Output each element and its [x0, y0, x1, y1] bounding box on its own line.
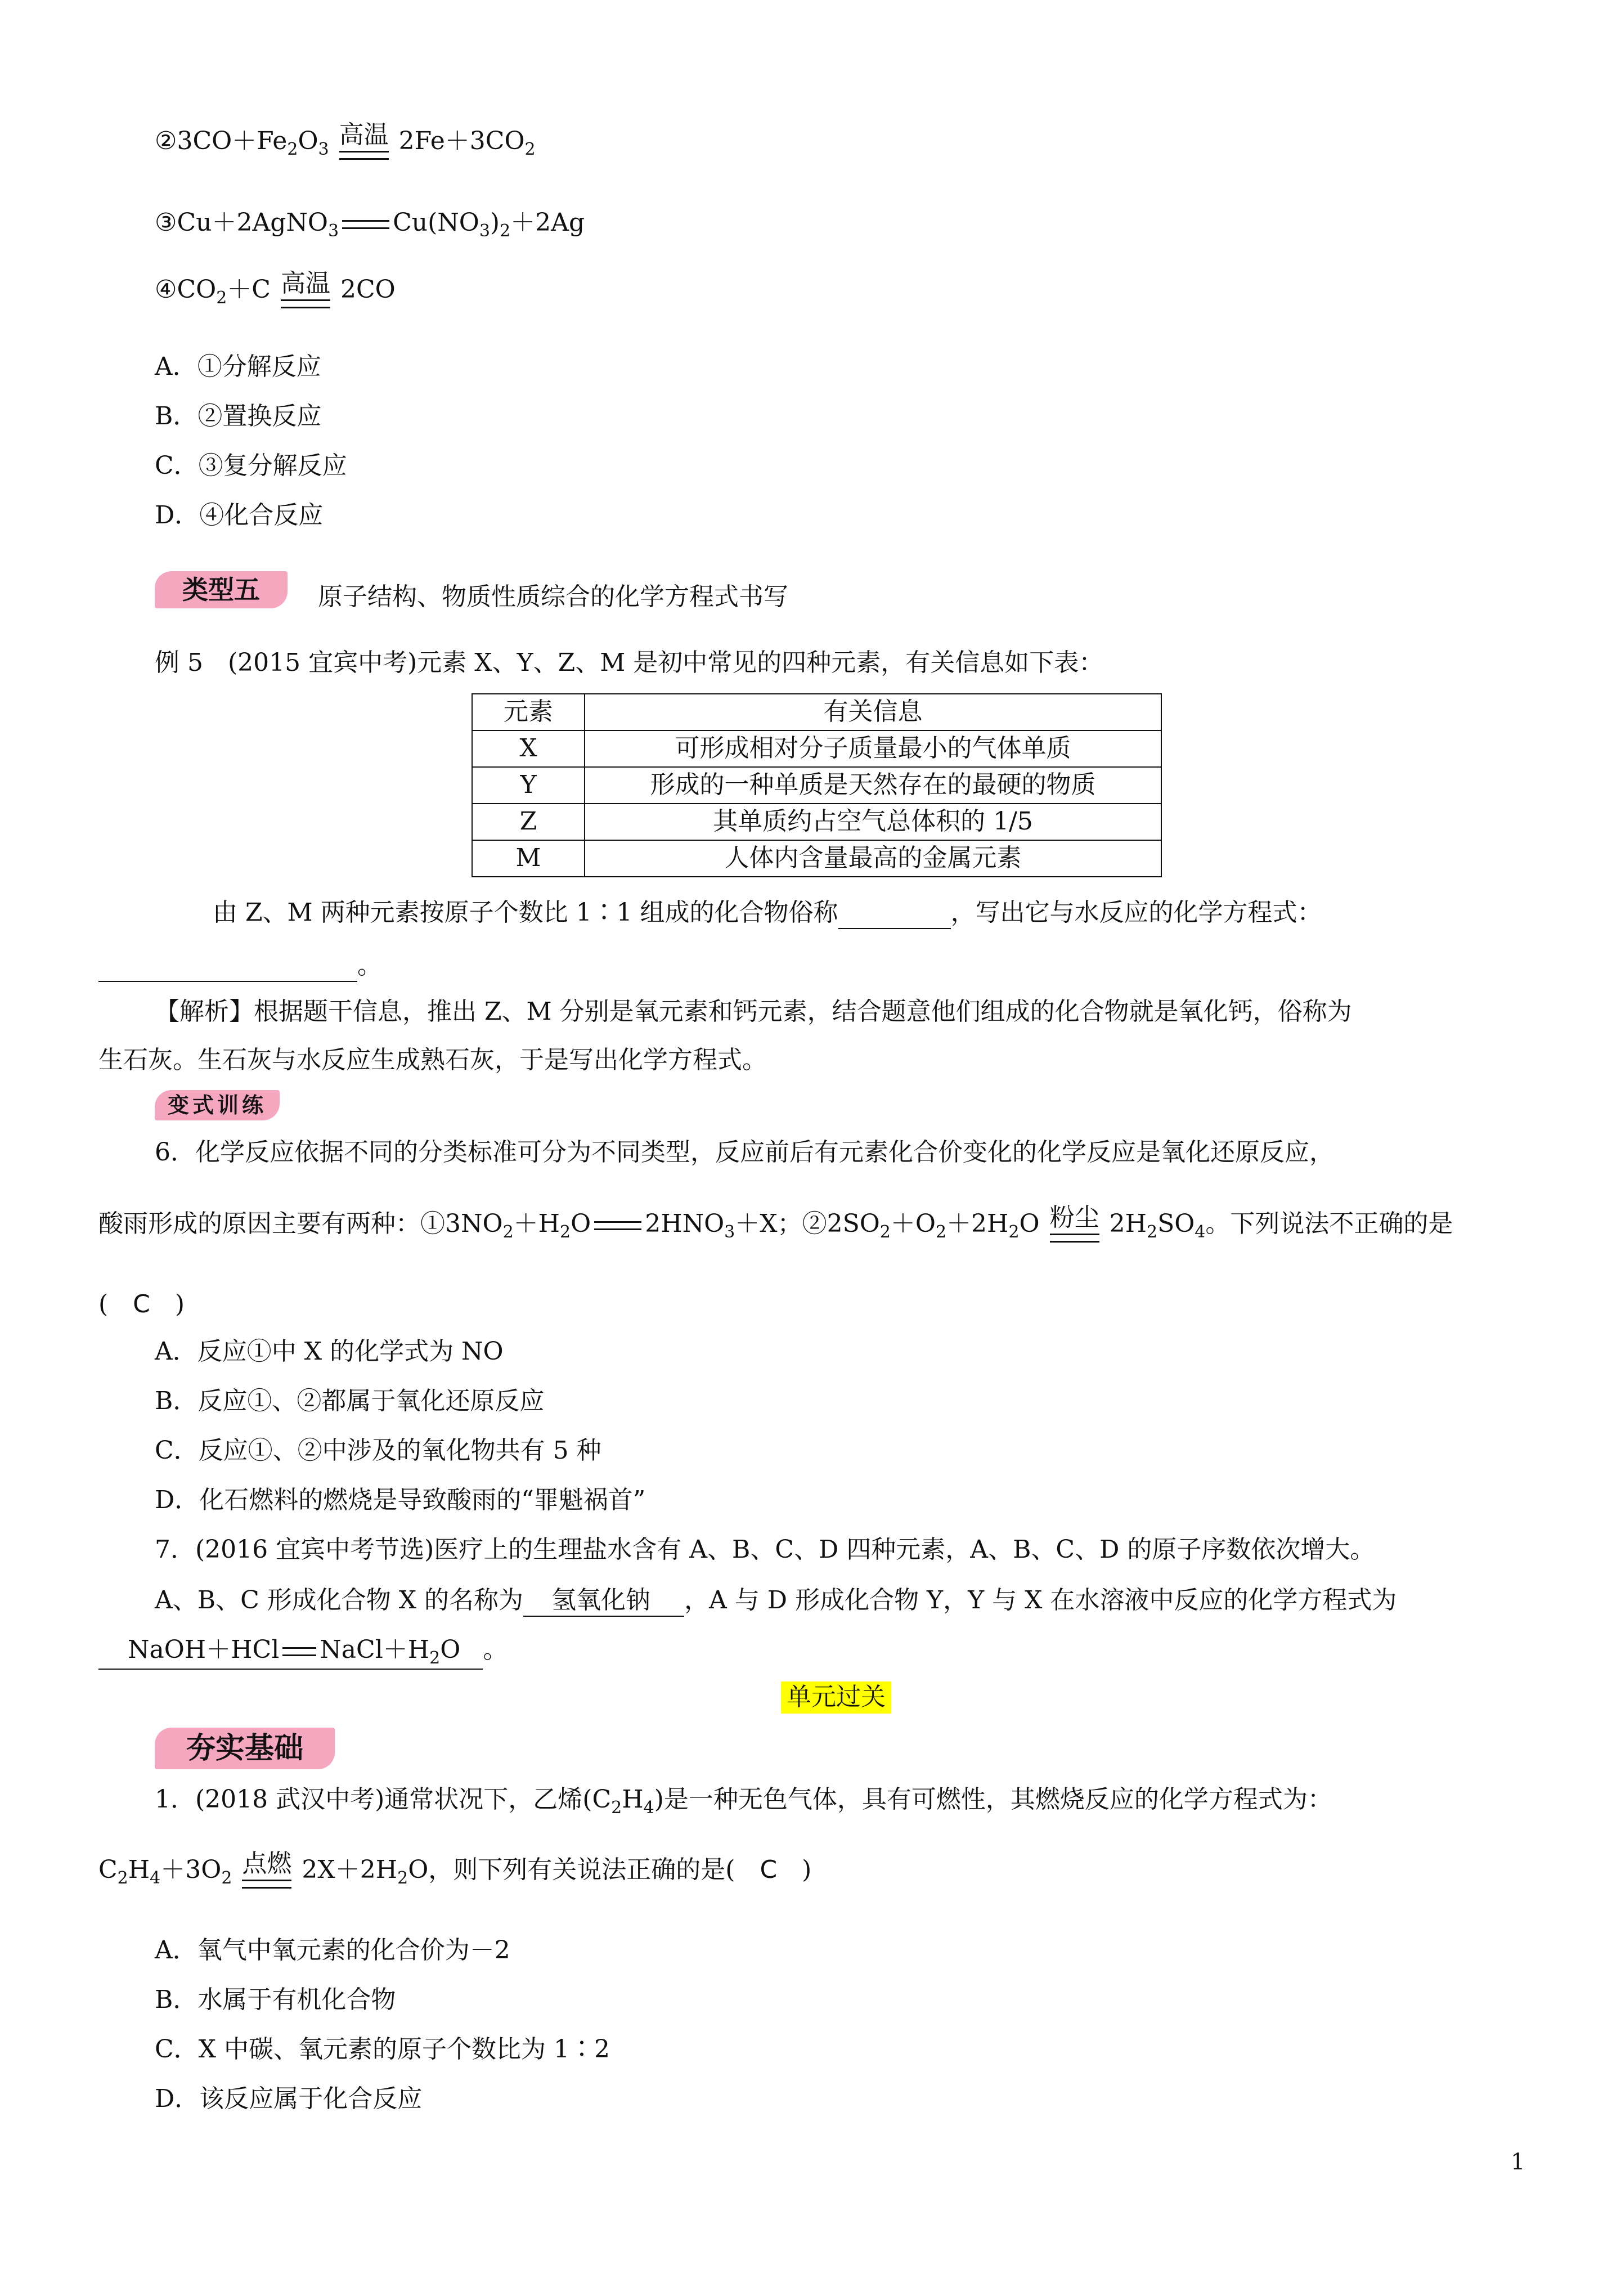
q1-line-2: $C_2H_4+3O_2$ 点燃 $2X+2H_2O$，则下列有关说法正确的是( C ) [98, 1849, 812, 1888]
analysis-line-2: 生石灰。生石灰与水反应生成熟石灰，于是写出化学方程式。 [98, 1046, 767, 1074]
q6-option-a: A．反应①中 X 的化学式为 NO [155, 1337, 504, 1366]
element-info-table [472, 693, 1162, 877]
table-cell: X [472, 730, 585, 767]
equation-2: $②3CO+Fe_2O_3$ 高温 $2Fe+3CO_2$ [155, 120, 536, 159]
reaction-condition: 高温 [281, 271, 330, 308]
option-b: B．②置换反应 [155, 402, 322, 430]
variant-training-badge: 变式训练 [155, 1090, 280, 1120]
section-title: 原子结构、物质性质综合的化学方程式书写 [318, 582, 788, 611]
q1-option-c: C．X 中碳、氧元素的原子个数比为 1∶2 [155, 2035, 610, 2064]
equals-sign [282, 1647, 316, 1656]
answer-blank[interactable] [838, 898, 951, 929]
table-cell: 其单质约占空气总体积的 1/5 [585, 804, 1161, 840]
q6-option-d: D．化石燃料的燃烧是导致酸雨的“罪魁祸首” [155, 1486, 646, 1514]
table-row [472, 730, 1161, 767]
q1-line-1: 1．(2018 武汉中考)通常状况下，乙烯$(C_2H_4)$是一种无色气体，具有可燃性，其燃烧反应的化学方程式为： [155, 1785, 1332, 1818]
q6-answer: ( C ) [98, 1290, 185, 1319]
q7-line-3: NaOH＋HCl $NaCl+H_2O$ 。 [98, 1635, 508, 1670]
option-c: C．③复分解反应 [155, 451, 347, 480]
foundation-badge: 夯实基础 [155, 1728, 335, 1769]
example-5-question: 由 Z、M 两种元素按原子个数比 1∶1 组成的化合物俗称 ，写出它与水反应的化学方程式： [213, 898, 1322, 929]
table-cell: M [472, 840, 585, 877]
table-header [472, 694, 1161, 730]
q7-line-2: A、B、C 形成化合物 X 的名称为 氢氧化钠 ，A 与 D 形成化合物 Y，Y 与 X 在水溶液中反应的化学方程式为 [155, 1586, 1397, 1617]
reaction-condition: 高温 [339, 123, 389, 160]
analysis-line-1: 【解析】根据题干信息，推出 Z、M 分别是氧元素和钙元素，结合题意他们组成的化合物就是氧化钙，俗称为 [155, 997, 1352, 1026]
example-5-intro: 例 5 (2015 宜宾中考)元素 X、Y、Z、M 是初中常见的四种元素，有关信息如下表： [155, 648, 1104, 677]
table-cell: 形成的一种单质是天然存在的最硬的物质 [585, 767, 1161, 804]
answer-letter: C [133, 1290, 150, 1319]
q6-line-2: 酸雨形成的原因主要有两种：$①3NO_2+H_2O$ $2HNO_3+X$；$②2SO_2+O_2+2H_2O$ 粉尘 $2H_2SO_4$。下列说法不正确的是 [98, 1203, 1453, 1242]
answer-blank[interactable] [98, 951, 357, 982]
equation-4: $④CO_2+C$ 高温 2CO [155, 269, 396, 308]
answer-blank: NaOH＋HCl $NaCl+H_2O$ [98, 1635, 483, 1670]
equation-3: ③Cu＋2AgNO$_3$ $Cu(NO_3)_2+2Ag$ [155, 208, 585, 241]
answer-letter: C [760, 1855, 778, 1885]
table-row [472, 767, 1161, 804]
q6-option-c: C．反应①、②中涉及的氧化物共有 5 种 [155, 1436, 601, 1465]
table-cell: 人体内含量最高的金属元素 [585, 840, 1161, 877]
q7-line-1: 7．(2016 宜宾中考节选)医疗上的生理盐水含有 A、B、C、D 四种元素，A、B、C、D 的原子序数依次增大。 [155, 1535, 1375, 1564]
reaction-condition: 粉尘 [1050, 1205, 1099, 1243]
option-d: D．④化合反应 [155, 501, 324, 530]
page-number: 1 [1511, 2149, 1525, 2175]
answer-blank: 氢氧化钠 [523, 1586, 684, 1617]
equals-sign [594, 1221, 641, 1230]
unit-title: 单元过关 [781, 1681, 891, 1714]
q6-option-b: B．反应①、②都属于氧化还原反应 [155, 1387, 545, 1415]
table-cell: Y [472, 767, 585, 804]
table-row [472, 804, 1161, 840]
table-header-cell: 有关信息 [585, 694, 1161, 730]
table-row [472, 840, 1161, 877]
q1-option-a: A．氧气中氧元素的化合价为－2 [155, 1936, 510, 1965]
option-a: A．①分解反应 [155, 352, 321, 381]
reaction-condition: 点燃 [242, 1851, 291, 1889]
example-5-question-end: 。 [98, 951, 382, 982]
equals-sign [342, 220, 389, 229]
q1-option-d: D．该反应属于化合反应 [155, 2084, 423, 2113]
table-header-cell: 元素 [472, 694, 585, 730]
section-badge: 类型五 [155, 571, 288, 608]
q6-line-1: 6．化学反应依据不同的分类标准可分为不同类型，反应前后有元素化合价变化的化学反应是氧化还原反应， [155, 1138, 1334, 1167]
table-cell: Z [472, 804, 585, 840]
q1-option-b: B．水属于有机化合物 [155, 1985, 396, 2014]
table-cell: 可形成相对分子质量最小的气体单质 [585, 730, 1161, 767]
